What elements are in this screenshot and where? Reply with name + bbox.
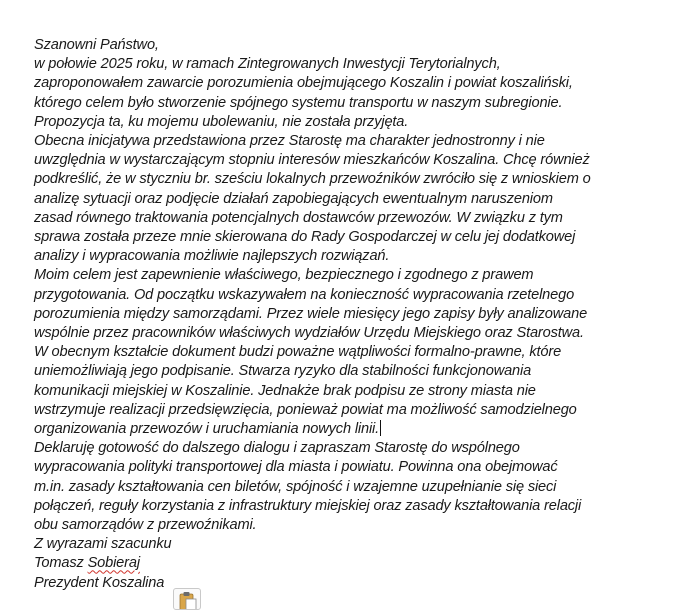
text-line: porozumienia między samorządami. Przez wiele miesięcy jego zapisy były analizowane (34, 305, 588, 322)
text-line: podkreślić, że w styczniu br. sześciu lokalnych przewoźników zwróciło się z wnioskiem o (34, 171, 591, 188)
text-line: obu samorządów z przewoźnikami. (34, 517, 257, 534)
letter-body[interactable] (34, 36, 674, 593)
text-line: Deklaruję gotowość do dalszego dialogu i zapraszam Starostę do wspólnego (34, 440, 520, 457)
text-line: połączeń, reguły korzystania z infrastruktury miejskiej oraz zasady kształtowania relacji (34, 497, 582, 514)
text-line: wspólnie przez pracowników właściwych wydziałów Urzędu Miejskiego oraz Starostwa. (34, 325, 584, 342)
text-line: Propozycja ta, ku mojemu ubolewaniu, nie została przyjęta. (34, 113, 409, 130)
clipboard-paste-icon (179, 591, 197, 610)
text-line: uwzględnia w wystarczającym stopniu interesów mieszkańców Koszalina. Chcę również (34, 152, 590, 169)
signature-first-name: Tomasz (34, 555, 84, 572)
greeting: Szanowni Państwo, (34, 37, 159, 53)
paste-options-button[interactable] (173, 588, 201, 610)
text-line: w połowie 2025 roku, w ramach Zintegrowanych Inwestycji Terytorialnych, (34, 56, 501, 73)
text-line: organizowania przewozów i uruchamiania nowych linii. (34, 421, 380, 438)
misspelled-word[interactable]: Sobieraj (87, 555, 140, 572)
text-line: sprawa została przeze mnie skierowana do Rady Gospodarczej w celu jej dodatkowej (34, 229, 576, 246)
text-line: Moim celem jest zapewnienie właściwego, bezpiecznego i zgodnego z prawem (34, 267, 534, 284)
text-line: zasad równego traktowania potencjalnych dostawców przewozów. W związku z tym (34, 209, 563, 226)
text-line: W obecnym kształcie dokument budzi poważne wątpliwości formalno-prawne, które (34, 344, 562, 361)
text-line: wstrzymuje realizacji przedsięwzięcia, ponieważ powiat ma możliwość samodzielnego (34, 401, 577, 418)
text-line: zaproponowałem zawarcie porozumienia obejmującego Koszalin i powiat koszaliński, (34, 75, 573, 92)
text-line-with-cursor (34, 420, 674, 439)
text-line: m.in. zasady kształtowania cen biletów, spójność i wzajemne uzupełnianie się sieci (34, 478, 557, 495)
text-line: analizę sytuacji oraz podjęcie działań zapobiegających ewentualnym naruszeniom (34, 190, 553, 207)
text-line: przygotowania. Od początku wskazywałem na konieczność wypracowania rzetelnego (34, 286, 575, 303)
text-cursor (380, 420, 381, 436)
signature-name (34, 554, 674, 573)
text-line: komunikacji miejskiej w Koszalinie. Jednakże brak podpisu ze strony miasta nie (34, 382, 536, 399)
closing: Z wyrazami szacunku (34, 536, 172, 553)
text-line: wypracowania polityki transportowej dla miasta i powiatu. Powinna ona obejmować (34, 459, 558, 476)
signature-title: Prezydent Koszalina (34, 574, 165, 591)
text-line: Obecna inicjatywa przedstawiona przez Starostę ma charakter jednostronny i nie (34, 133, 545, 150)
text-line: analizy i wypracowania możliwie najlepszych rozwiązań. (34, 248, 390, 265)
text-line: którego celem było stworzenie spójnego systemu transportu w naszym subregionie. (34, 94, 563, 111)
text-line: uniemożliwiają jego podpisanie. Stwarza ryzyko dla stabilności funkcjonowania (34, 363, 532, 380)
